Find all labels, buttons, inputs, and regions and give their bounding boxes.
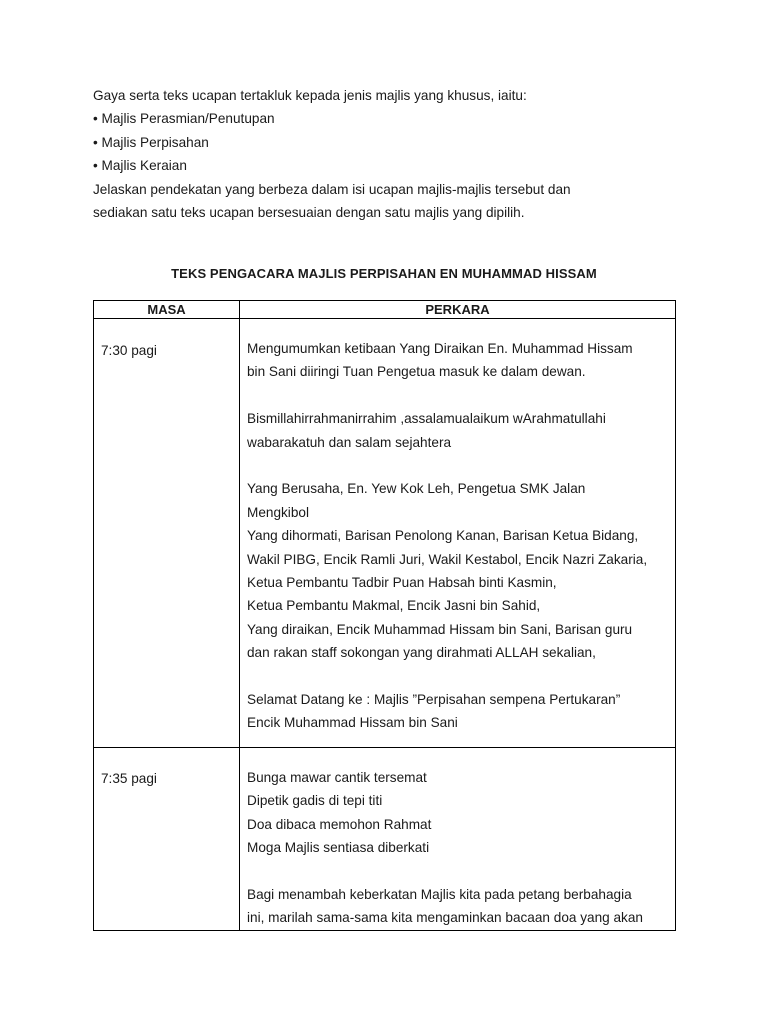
column-header-perkara: PERKARA bbox=[240, 301, 676, 319]
text-line: Ketua Pembantu Makmal, Encik Jasni bin Sahid, bbox=[247, 598, 541, 614]
paragraph bbox=[247, 337, 675, 384]
instruction-line: • Majlis Perasmian/Penutupan bbox=[93, 111, 275, 127]
paragraph bbox=[247, 477, 675, 664]
paragraph bbox=[247, 766, 675, 860]
text-line: Doa dibaca memohon Rahmat bbox=[247, 816, 432, 832]
content-cell bbox=[240, 319, 676, 748]
instruction-line: Jelaskan pendekatan yang berbeza dalam isi ucapan majlis-majlis tersebut dan bbox=[93, 181, 571, 197]
paragraph bbox=[247, 688, 675, 735]
text-line: Encik Muhammad Hissam bin Sani bbox=[247, 715, 458, 731]
table-header-row bbox=[94, 301, 676, 319]
text-line: Ketua Pembantu Tadbir Puan Habsah binti Kasmin, bbox=[247, 575, 557, 591]
text-line: Dipetik gadis di tepi titi bbox=[247, 793, 383, 809]
text-line: Yang dihormati, Barisan Penolong Kanan, Barisan Ketua Bidang, bbox=[247, 528, 639, 544]
schedule-table bbox=[93, 300, 676, 931]
text-line: Bismillahirrahmanirrahim ,assalamualaikum wArahmatullahi bbox=[247, 411, 606, 427]
text-line: Mengkibol bbox=[247, 504, 309, 520]
text-line: Wakil PIBG, Encik Ramli Juri, Wakil Kestabol, Encik Nazri Zakaria, bbox=[247, 551, 648, 567]
table-row bbox=[94, 748, 676, 931]
paragraph bbox=[247, 883, 675, 930]
text-line: Bagi menambah keberkatan Majlis kita pada petang berbahagia bbox=[247, 887, 632, 903]
text-line: Selamat Datang ke : Majlis ”Perpisahan sempena Pertukaran” bbox=[247, 692, 621, 708]
text-line: Yang diraikan, Encik Muhammad Hissam bin Sani, Barisan guru bbox=[247, 621, 633, 637]
document-title: TEKS PENGACARA MAJLIS PERPISAHAN EN MUHAMMAD HISSAM bbox=[171, 266, 597, 281]
instructions-block bbox=[93, 84, 693, 224]
instruction-line: • Majlis Keraian bbox=[93, 158, 187, 174]
time-cell: 7:35 pagi bbox=[94, 748, 240, 931]
time-cell: 7:30 pagi bbox=[94, 319, 240, 748]
instruction-line: • Majlis Perpisahan bbox=[93, 134, 209, 150]
text-line: bin Sani diiringi Tuan Pengetua masuk ke dalam dewan. bbox=[247, 364, 586, 380]
text-line: wabarakatuh dan salam sejahtera bbox=[247, 434, 452, 450]
text-line: Moga Majlis sentiasa diberkati bbox=[247, 840, 430, 856]
instruction-line: Gaya serta teks ucapan tertakluk kepada jenis majlis yang khusus, iaitu: bbox=[93, 88, 527, 103]
text-line: ini, marilah sama-sama kita mengaminkan bacaan doa yang akan bbox=[247, 910, 643, 926]
text-line: Mengumumkan ketibaan Yang Diraikan En. Muhammad Hissam bbox=[247, 341, 633, 356]
content-cell bbox=[240, 748, 676, 931]
text-line: Yang Berusaha, En. Yew Kok Leh, Pengetua SMK Jalan bbox=[247, 481, 586, 497]
text-line: Bunga mawar cantik tersemat bbox=[247, 770, 427, 785]
paragraph bbox=[247, 407, 675, 454]
column-header-masa: MASA bbox=[94, 301, 240, 319]
table-row bbox=[94, 319, 676, 748]
instruction-line: sediakan satu teks ucapan bersesuaian dengan satu majlis yang dipilih. bbox=[93, 205, 525, 221]
text-line: dan rakan staff sokongan yang dirahmati ALLAH sekalian, bbox=[247, 645, 596, 661]
